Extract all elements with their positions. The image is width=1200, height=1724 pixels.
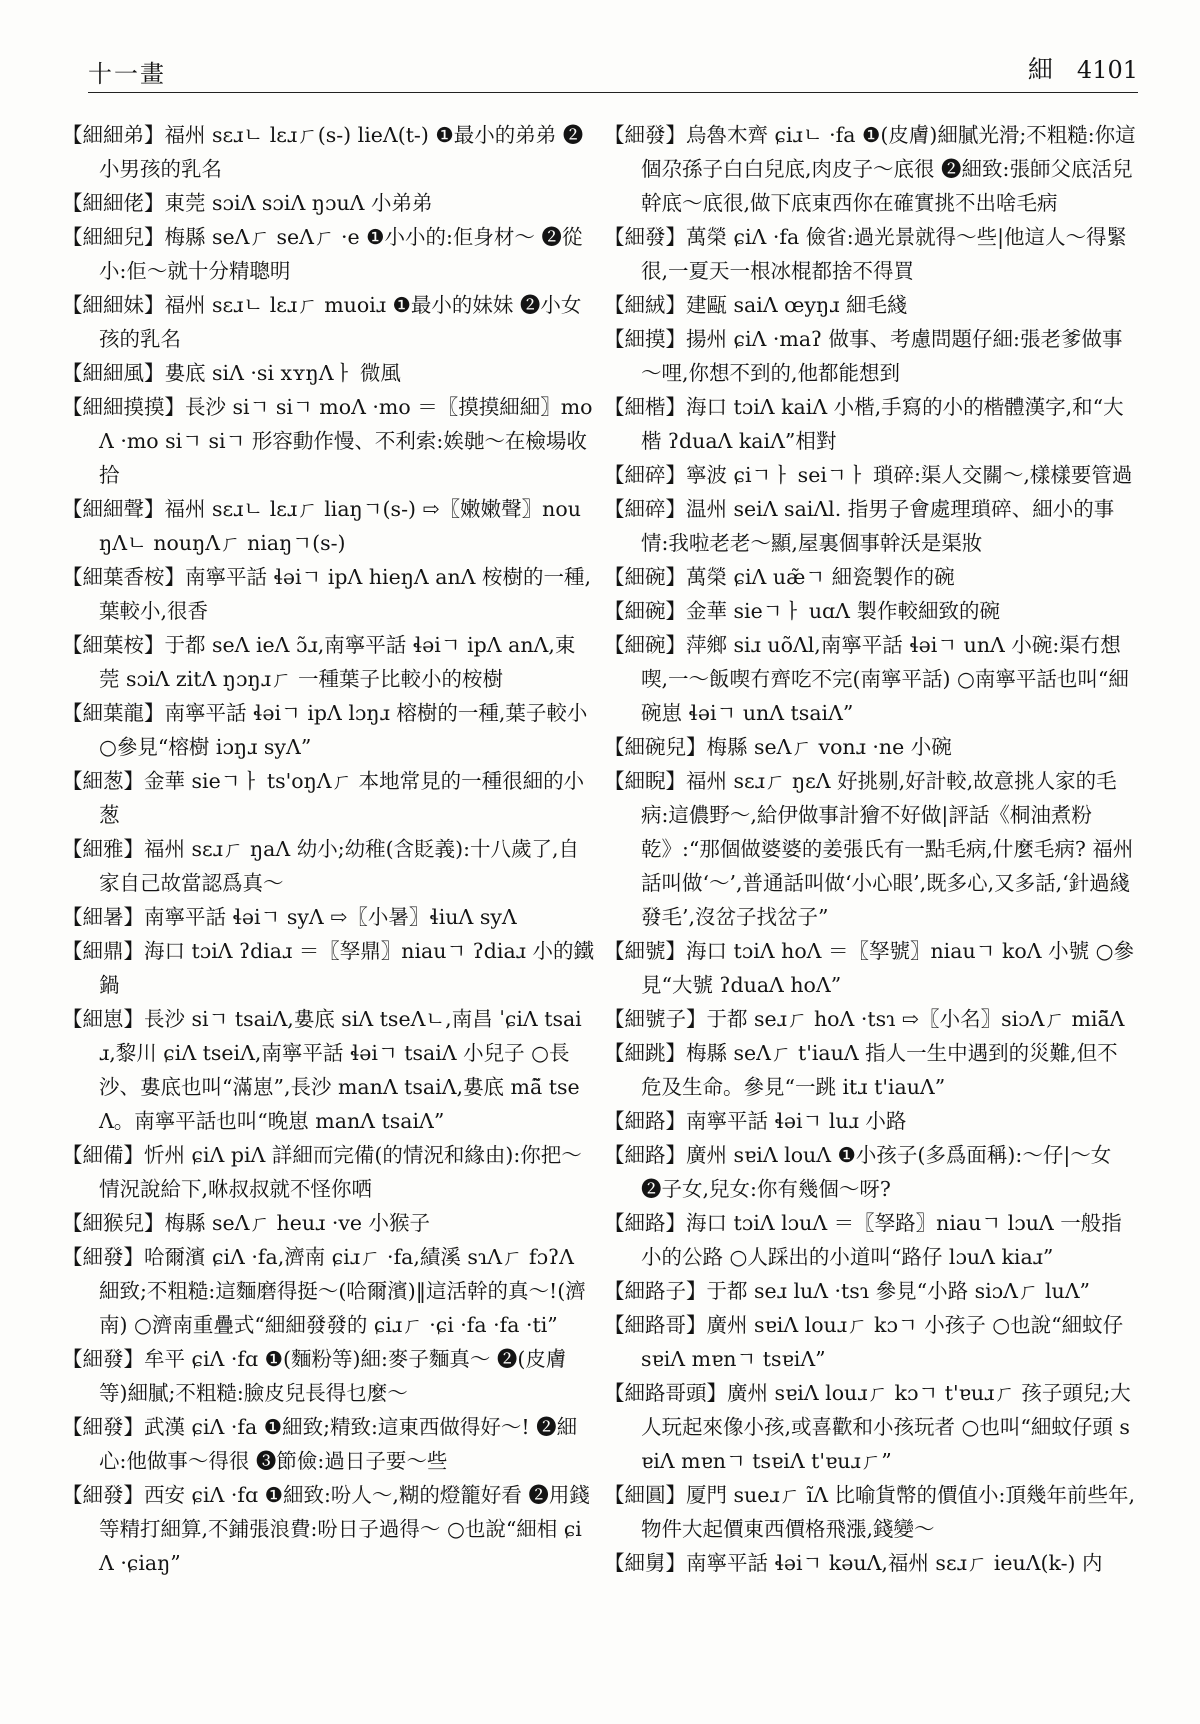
headword: 細 xyxy=(1027,55,1053,84)
dictionary-entry: 【細碗】萬榮 ɕiɅ uæ̃ㄱ 細瓷製作的碗 xyxy=(604,565,955,589)
dictionary-entry: 【細細佬】東莞 sɔiɅ sɔiɅ ŋɔuɅ 小弟弟 xyxy=(62,191,433,215)
dictionary-entry: 【細碎】温州 seiɅ saiɅl. 指男子會處理瑣碎、細小的事情:我啦老老～顯,屋裏個事幹沃是渠妝 xyxy=(604,497,1115,555)
dictionary-entry: 【細葉香桉】南寧平話 ɬəiㄱ ipɅ hieŋɅ anɅ 桉樹的一種,葉較小,很香 xyxy=(62,565,592,623)
dictionary-entry: 【細發】哈爾濱 ɕiɅ ·fa,濟南 ɕiɹㄏ ·fa,績溪 sɿɅㄏ fɔʔɅ 細致;不粗糙:這麵磨得挺～(哈爾濱)‖這活幹的真～!(濟南) ○濟南重疊式“細細發發的 ɕiɹㄏ ·ɕi ·fa ·fa ·ti” xyxy=(62,1245,586,1337)
dictionary-entry: 【細發】萬榮 ɕiɅ ·fa 儉省:過光景就得～些|他這人～得緊很,一夏天一根冰棍都捨不得買 xyxy=(604,225,1128,283)
dictionary-entry: 【細路】廣州 sɐiɅ louɅ ❶小孩子(多爲面稱):～仔|～女 ❷子女,兒女:你有幾個～呀? xyxy=(604,1143,1112,1201)
dictionary-entry: 【細號】海口 tɔiɅ hoɅ ＝〖孥號〗niauㄱ koɅ 小號 ○參見“大號 ʔduaɅ hoɅ” xyxy=(604,939,1134,997)
dictionary-entry: 【細絨】建甌 saiɅ œyŋɹ 細毛綫 xyxy=(604,293,908,317)
dictionary-entry: 【細舅】南寧平話 ɬəiㄱ kəuɅ,福州 sɛɹㄏ ieuɅ(k-) 内 xyxy=(604,1551,1103,1575)
dictionary-entry: 【細路】南寧平話 ɬəiㄱ luɹ 小路 xyxy=(604,1109,907,1133)
dictionary-entry: 【細暑】南寧平話 ɬəiㄱ syɅ ⇨〖小暑〗ɬiuɅ syɅ xyxy=(62,905,517,929)
running-head xyxy=(1028,50,1138,86)
dictionary-entry: 【細細風】婁底 siɅ ·si xʏŋɅㅏ 微風 xyxy=(62,361,401,385)
dictionary-entry: 【細備】忻州 ɕiɅ piɅ 詳細而完備(的情況和緣由):你把～情況說給下,咻叔叔就不怪你哂 xyxy=(62,1143,582,1201)
section-label: 十一畫 xyxy=(88,60,166,88)
dictionary-entry: 【細葉桉】于都 seɅ ieɅ ɔ̃ɹ,南寧平話 ɬəiㄱ ipɅ anɅ,東莞 sɔiɅ zitɅ ŋɔŋɹㄏ 一種葉子比較小的桉樹 xyxy=(62,633,576,691)
right-column xyxy=(604,118,1138,1580)
dictionary-entry: 【細崽】長沙 siㄱ tsaiɅ,婁底 siɅ tseɅㄴ,南昌 ˈɕiɅ tsaiɹ,黎川 ɕiɅ tseiɅ,南寧平話 ɬəiㄱ tsaiɅ 小兒子 ○長沙、婁底也叫“滿崽”,長沙 manɅ tsaiɅ,婁底 mã̃ tseɅ。南寧平話也叫“晚崽 manɅ tsaiɅ” xyxy=(62,1007,582,1133)
dictionary-entry: 【細路哥頭】廣州 sɐiɅ louɹㄏ kɔㄱ t'ɐuɹㄏ 孩子頭兒;大人玩起來像小孩,或喜歡和小孩玩者 ○也叫“細蚊仔頭 sɐiɅ mɐnㄱ tsɐiɅ t'ɐuɹㄏ” xyxy=(604,1381,1131,1473)
dictionary-entry: 【細細兒】梅縣 seɅㄏ seɅㄏ ·e ❶小小的:佢身材～ ❷從小:佢～就十分精聰明 xyxy=(62,225,583,283)
dictionary-entry: 【細碗】萍鄉 siɹ uõɅl,南寧平話 ɬəiㄱ unɅ 小碗:渠冇想喫,一～飯喫冇齊吃不完(南寧平話) ○南寧平話也叫“細碗崽 ɬəiㄱ unɅ tsaiɅ” xyxy=(604,633,1129,725)
dictionary-entry: 【細葉龍】南寧平話 ɬəiㄱ ipɅ lɔŋɹ 榕樹的一種,葉子較小 ○參見“榕樹 iɔŋɹ syɅ” xyxy=(62,701,588,759)
dictionary-entry: 【細圓】厦門 sueɹㄏ ĩɅ 比喻貨幣的價值小:頂幾年前些年,物件大起價東西價格飛漲,錢變～ xyxy=(604,1483,1135,1541)
dictionary-entry: 【細發】武漢 ɕiɅ ·fa ❶細致;精致:這東西做得好～! ❷細心:他做事～得很 ❸節儉:過日子要～些 xyxy=(62,1415,578,1473)
dictionary-entry: 【細摸】揚州 ɕiɅ ·maʔ 做事、考慮問題仔細:張老爹做事～哩,你想不到的,他都能想到 xyxy=(604,327,1123,385)
dictionary-entry: 【細發】牟平 ɕiɅ ·fɑ ❶(麵粉等)細:麥子麵真～ ❷(皮膚等)細膩;不粗糙:臉皮兒長得乜麼～ xyxy=(62,1347,567,1405)
dictionary-entry: 【細碎】寧波 ɕiㄱㅏ seiㄱㅏ 瑣碎:渠人交關～,樣樣要管過 xyxy=(604,463,1133,487)
dictionary-entry: 【細發】烏魯木齊 ɕiɹㄴ ·fa ❶(皮膚)細膩光滑;不粗糙:你這個尕孫子白白兒底,肉皮子～底很 ❷細致:張師父底活兒幹底～底很,做下底東西你在確實挑不出啥毛病 xyxy=(604,123,1136,215)
dictionary-entry: 【細發】西安 ɕiɅ ·fɑ ❶細致:吩人～,糊的燈籠好看 ❷用錢等精打細算,不鋪張浪費:吩日子過得～ ○也說“細相 ɕiɅ ·ɕiaŋ” xyxy=(62,1483,590,1575)
left-column xyxy=(62,118,594,1580)
dictionary-entry: 【細路】海口 tɔiɅ lɔuɅ ＝〖孥路〗niauㄱ lɔuɅ 一般指小的公路 ○人踩出的小道叫“路仔 lɔuɅ kiaɹ” xyxy=(604,1211,1122,1269)
dictionary-entry: 【細雅】福州 sɛɹㄏ ŋaɅ 幼小;幼稚(含貶義):十八歲了,自家自己故當認爲真～ xyxy=(62,837,580,895)
dictionary-entry: 【細細摸摸】長沙 siㄱ siㄱ moɅ ·mo ＝〖摸摸細細〗moɅ ·mo siㄱ siㄱ 形容動作慢、不利索:娭毑～在檢場收拾 xyxy=(62,395,593,487)
dictionary-entry: 【細碗】金華 sieㄱㅏ uɑɅ 製作較細致的碗 xyxy=(604,599,1000,623)
dictionary-entry: 【細睨】福州 sɛɹㄏ ŋɛɅ 好挑剔,好計較,故意挑人家的毛病:這儂野～,給伊做事計獪不好做|評話《桐油煮粉乾》:“那個做婆婆的姜張氏有一點毛病,什麼毛病? 福州話叫做‘～’,普通話叫做‘小心眼’,既多心,又多話,‘針過綫發毛’,沒岔子找岔子” xyxy=(604,769,1134,929)
dictionary-entry: 【細號子】于都 seɹㄏ hoɅ ·tsɿ ⇨〖小名〗siɔɅㄏ miã̃Ʌ xyxy=(604,1007,1125,1031)
dictionary-entry: 【細細妹】福州 sɛɹㄴ lɛɹㄏ muoiɹ ❶最小的妹妹 ❷小女孩的乳名 xyxy=(62,293,582,351)
dictionary-entry: 【細路哥】廣州 sɐiɅ louɹㄏ kɔㄱ 小孩子 ○也說“細蚊仔 sɐiɅ mɐnㄱ tsɐiɅ” xyxy=(604,1313,1124,1371)
page-header xyxy=(88,48,1138,88)
dictionary-entry: 【細碗兒】梅縣 seɅㄏ vonɹ ·ne 小碗 xyxy=(604,735,952,759)
dictionary-entry: 【細猴兒】梅縣 seɅㄏ heuɹ ·ve 小猴子 xyxy=(62,1211,431,1235)
dictionary-entry: 【細路子】于都 seɹ luɅ ·tsɿ 參見“小路 siɔɅㄏ luɅ” xyxy=(604,1279,1091,1303)
dictionary-entry: 【細跳】梅縣 seɅㄏ t'iauɅ 指人一生中遇到的災難,但不危及生命。參見“一跳 itɹ t'iauɅ” xyxy=(604,1041,1118,1099)
dictionary-entry: 【細細弟】福州 sɛɹㄴ lɛɹㄏ(s-) lieɅ(t-) ❶最小的弟弟 ❷小男孩的乳名 xyxy=(62,123,584,181)
dictionary-entry: 【細葱】金華 sieㄱㅏ ts'oŋɅㄏ 本地常見的一種很細的小葱 xyxy=(62,769,585,827)
dictionary-entry: 【細楷】海口 tɔiɅ kaiɅ 小楷,手寫的小的楷體漢字,和“大楷 ʔduaɅ kaiɅ”相對 xyxy=(604,395,1124,453)
page-number: 4101 xyxy=(1076,56,1138,84)
dictionary-entry: 【細細聲】福州 sɛɹㄴ lɛɹㄏ liaŋㄱ(s-) ⇨〖嫩嫩聲〗nouŋɅㄴ nouŋɅㄏ niaŋㄱ(s-) xyxy=(62,497,581,555)
header-rule xyxy=(88,92,1138,93)
dictionary-entry: 【細鼎】海口 tɔiɅ ʔdiaɹ ＝〖孥鼎〗niauㄱ ʔdiaɹ 小的鐵鍋 xyxy=(62,939,594,997)
